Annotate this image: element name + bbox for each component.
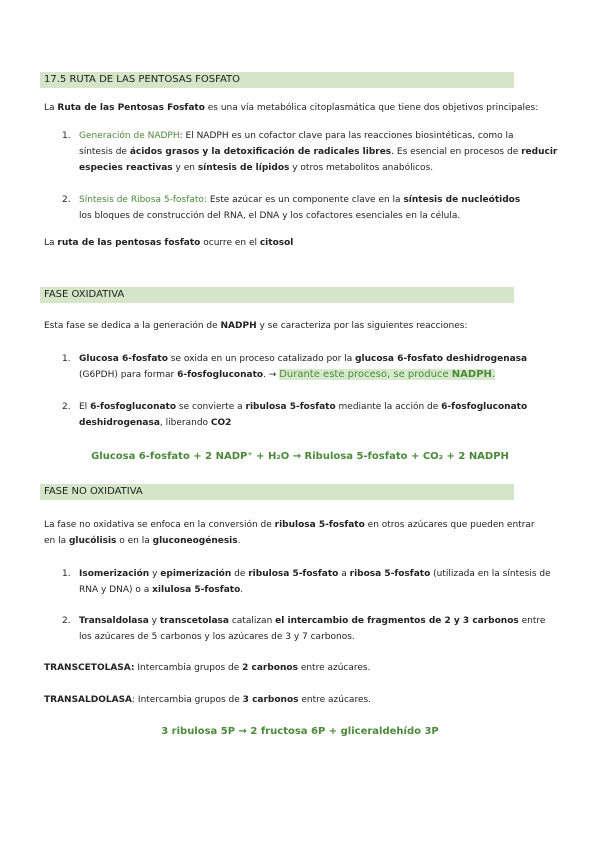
section-header-pentosas: 17.5 RUTA DE LAS PENTOSAS FOSFATO <box>40 72 514 88</box>
transaldolasa-definition: TRANSALDOLASA: Intercambia grupos de 3 carbonos entre azúcares. <box>44 695 372 705</box>
highlighted-note: Durante este proceso, se produce NADPH. <box>279 369 496 380</box>
transcetolasa-definition: TRANSCETOLASA: Intercambia grupos de 2 carbonos entre azúcares. <box>44 663 371 673</box>
document-page: 17.5 RUTA DE LAS PENTOSAS FOSFATO La Ruta de las Pentosas Fosfato es una vía metabólica citoplasmática que tiene dos objetivos principales: 1. Generación de NADPH: El NADPH es un cofactor clave para las reacciones biosintéticas, como la síntesis de ácidos grasos y la detoxificación de radicales libres. Es esencial en procesos de reducir especies reactivas y en síntesis de lípidos y otros metabolitos anabólicos. 2. Síntesis de Ribosa 5-fosfato: Este azúcar es un componente clave en la síntesis de nucleótidos los bloques de construcción del RNA, el DNA y los cofactores esenciales en la célula. La ruta de las pentosas fosfato ocurre en el citosol FASE OXIDATIVA Esta fase se dedica a la generación de NADPH y se caracteriza por las siguientes reacciones: 1. Glucosa 6-fosfato se oxida en un proceso catalizado por la glucosa 6-fosfato deshidrogenasa (G6PDH) para formar 6-fosfogluconato. → Durante este proceso, se produce NADPH. 2. El 6-fosfogluconato se convierte a ribulosa 5-fosfato mediante la acción de 6-fosfogluconato deshidrogenasa, liberando CO2 Glucosa 6-fosfato + 2 NADP⁺ + H₂O → Ribulosa 5-fosfato + CO₂ + 2 NADPH FASE NO OXIDATIVA La fase no oxidativa se enfoca en la conversión de ribulosa 5-fosfato en otros azúcares que pueden entrar en la glucólisis o en la gluconeogénesis. 1. Isomerización y epimerización de ribulosa 5-fosfato a ribosa 5-fosfato (utilizada en la síntesis de RNA y DNA) o a xilulosa 5-fosfato. 2. Transaldolasa y transcetolasa catalizan el intercambio de fragmentos de 2 y 3 carbonos entre los azúcares de 5 carbonos y los azúcares de 3 y 7 carbonos. TRANSCETOLASA: Intercambia grupos de 2 carbonos entre azúcares. TRANSALDOLASA: Intercambia grupos de 3 carbonos entre azúcares. 3 ribulosa 5P → 2 fructosa 6P + gliceraldehído 3P <box>0 0 600 848</box>
section-header-oxidativa: FASE OXIDATIVA <box>40 287 514 303</box>
intro-paragraph: La fase no oxidativa se enfoca en la conversión de ribulosa 5-fosfato en otros azúcares que pueden entrar en la glucólisis o en la gluconeogénesis. <box>44 520 535 546</box>
non-oxidative-equation: 3 ribulosa 5P → 2 fructosa 6P + gliceraldehído 3P <box>161 726 439 737</box>
intro-paragraph: Esta fase se dedica a la generación de NADPH y se caracteriza por las siguientes reacciones: <box>44 321 468 331</box>
section-header-no-oxidativa: FASE NO OXIDATIVA <box>40 484 514 500</box>
oxidative-equation: Glucosa 6-fosfato + 2 NADP⁺ + H₂O → Ribulosa 5-fosfato + CO₂ + 2 NADPH <box>91 451 509 462</box>
intro-paragraph: La Ruta de las Pentosas Fosfato es una vía metabólica citoplasmática que tiene dos objetivos principales: <box>44 103 539 113</box>
location-paragraph: La ruta de las pentosas fosfato ocurre en el citosol <box>44 238 294 248</box>
